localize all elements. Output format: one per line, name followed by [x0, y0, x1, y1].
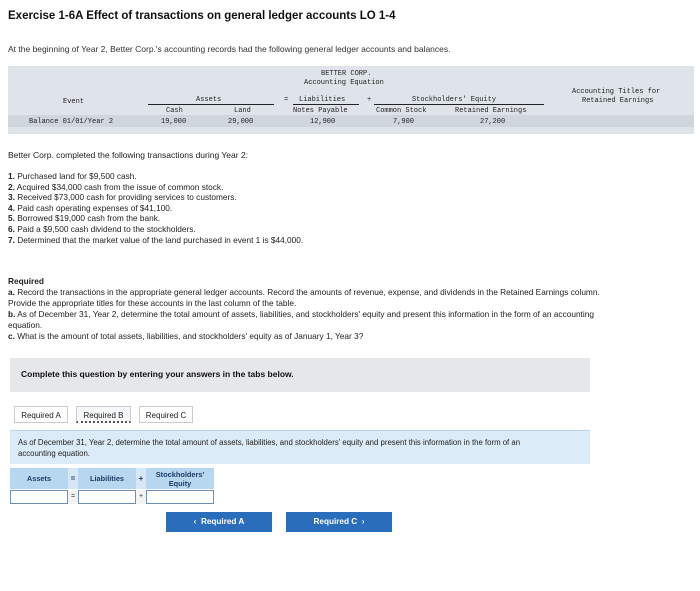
cash-header: Cash — [166, 107, 183, 115]
list-item: 6. Paid a $9,500 cash dividend to the stockholders. — [8, 223, 196, 234]
question-text: As of December 31, Year 2, determine the total amount of assets, liabilities, and stockholders' equity and present this information in the form of an accounting equation. — [18, 438, 521, 458]
transactions-intro: Better Corp. completed the following transactions during Year 2: — [8, 150, 249, 160]
instruction-banner — [10, 358, 590, 392]
plus-sign: + — [367, 96, 372, 104]
list-item: 7. Determined that the market value of the land purchased in event 1 is $44,000. — [8, 234, 304, 245]
ledger-subtitle: Accounting Equation — [304, 79, 384, 87]
exercise-title: Exercise 1-6A Effect of transactions on general ledger accounts LO 1-4 — [8, 10, 396, 22]
common-stock-balance: 7,900 — [393, 118, 415, 126]
retained-earnings-header: Retained Earnings — [455, 107, 527, 115]
list-item: 5. Borrowed $19,000 cash from the bank. — [8, 213, 161, 224]
required-section — [8, 276, 612, 342]
retained-earnings-balance: 27,200 — [480, 118, 506, 126]
company-name: BETTER CORP. — [321, 70, 372, 78]
row-equals-operator: = — [68, 490, 78, 504]
event-header: Event — [63, 98, 85, 106]
intro-text: At the beginning of Year 2, Better Corp.'s accounting records had the following general ledger accounts and balances. — [8, 44, 451, 54]
chevron-left-icon: ‹ — [193, 517, 197, 526]
land-header: Land — [234, 107, 251, 115]
se-underline — [374, 104, 544, 105]
notes-balance: 12,900 — [310, 118, 336, 126]
se-header-line-2: Equity — [168, 479, 192, 488]
tab-required-b[interactable]: Required B — [76, 406, 131, 423]
liabilities-underline — [293, 104, 359, 105]
tab-required-a[interactable]: Required A — [14, 406, 68, 423]
balance-label: Balance 01/01/Year 2 — [29, 118, 114, 126]
banner-text: Complete this question by entering your answers in the tabs below. — [21, 369, 294, 379]
plus-operator: + — [136, 468, 146, 489]
prev-button-label: Required A — [200, 517, 245, 526]
assets-header: Assets — [196, 96, 222, 104]
list-item: 2. Acquired $34,000 cash from the issue of common stock. — [8, 181, 224, 192]
se-header-line-1: Stockholders' — [155, 470, 205, 479]
list-item: 4. Paid cash operating expenses of $41,100. — [8, 202, 173, 213]
transactions-list — [8, 171, 303, 245]
land-balance: 29,000 — [228, 118, 254, 126]
se-column-header — [146, 468, 214, 489]
question-box — [10, 430, 590, 464]
assets-column-header: Assets — [10, 468, 68, 489]
liabilities-header: Liabilities — [299, 96, 346, 104]
common-stock-header: Common Stock — [376, 107, 427, 115]
assets-input[interactable] — [10, 490, 68, 504]
equals-sign: = — [284, 96, 289, 104]
liabilities-column-header: Liabilities — [78, 468, 136, 489]
notes-header: Notes Payable — [293, 107, 348, 115]
next-required-c-button[interactable] — [286, 512, 392, 532]
stockholders-equity-input[interactable] — [146, 490, 214, 504]
se-header: Stockholders' Equity — [412, 96, 497, 104]
liabilities-input[interactable] — [78, 490, 136, 504]
chevron-right-icon: › — [361, 517, 365, 526]
prev-required-a-button[interactable] — [166, 512, 272, 532]
required-b: b. As of December 31, Year 2, determine the total amount of assets, liabilities, and stockholders' equity and present this information in the form of an accounting equation. — [8, 309, 594, 330]
ledger-table — [8, 66, 694, 134]
titles-header-2: Retained Earnings — [582, 97, 654, 105]
required-c: c. What is the amount of total assets, liabilities, and stockholders' equity as of January 1, Year 3? — [8, 331, 364, 341]
tab-required-c[interactable]: Required C — [139, 406, 193, 423]
next-button-label: Required C — [313, 517, 358, 526]
assets-underline — [148, 104, 274, 105]
list-item: 1. Purchased land for $9,500 cash. — [8, 171, 137, 181]
equals-operator: = — [68, 468, 78, 489]
list-item: 3. Received $73,000 cash for providing services to customers. — [8, 192, 237, 203]
row-plus-operator: + — [136, 490, 146, 504]
required-heading: Required — [8, 276, 44, 286]
required-a: a. Record the transactions in the appropriate general ledger accounts. Record the amounts of revenue, expense, and dividends in the Retained Earnings column. Provide the appropriate titles for these accounts in the last column of the table. — [8, 287, 600, 308]
titles-header-1: Accounting Titles for — [572, 88, 661, 96]
cash-balance: 19,000 — [161, 118, 187, 126]
